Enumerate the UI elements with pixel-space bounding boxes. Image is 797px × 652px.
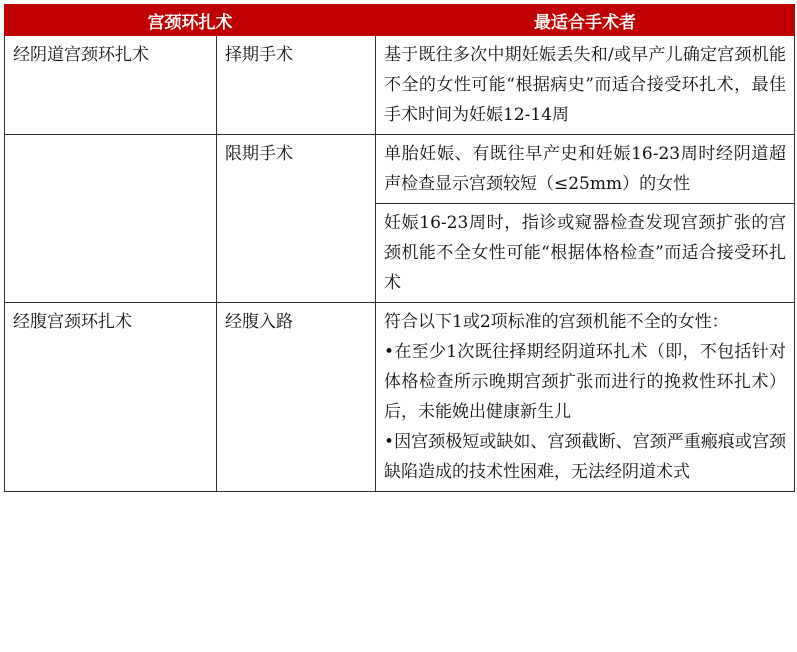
table-row [5,36,795,135]
cell-type: 经腹宫颈环扎术 [5,303,217,492]
cell-timing: 限期手术 [217,135,376,303]
header-best-candidates: 最适合手术者 [376,5,795,36]
criteria-bullet: •因宫颈极短或缺如、宫颈截断、宫颈严重瘢痕或宫颈缺陷造成的技术性困难，无法经阴道术式 [384,432,786,482]
cell-criteria [376,303,795,492]
cell-criteria: 单胎妊娠、有既往早产史和妊娠16-23周时经阴道超声检查显示宫颈较短（≤25mm）的女性 [376,135,795,204]
table-row [5,135,795,204]
cell-type: 经阴道宫颈环扎术 [5,36,217,135]
cell-timing: 经腹入路 [217,303,376,492]
cell-criteria: 基于既往多次中期妊娠丢失和/或早产儿确定宫颈机能不全的女性可能“根据病史”而适合接受环扎术，最佳手术时间为妊娠12-14周 [376,36,795,135]
cell-timing: 择期手术 [217,36,376,135]
cell-criteria: 妊娠16-23周时，指诊或窥器检查发现宫颈扩张的宫颈机能不全女性可能“根据体格检查”而适合接受环扎术 [376,204,795,303]
header-cerclage: 宫颈环扎术 [5,5,376,36]
cerclage-table [4,4,795,492]
cell-type [5,135,217,303]
table-header-row [5,5,795,36]
table-row [5,303,795,492]
criteria-intro: 符合以下1或2项标准的宫颈机能不全的女性： [384,312,729,332]
criteria-bullet: •在至少1次既往择期经阴道环扎术（即，不包括针对体格检查所示晚期宫颈扩张而进行的挽救性环扎术）后，未能娩出健康新生儿 [384,342,786,422]
